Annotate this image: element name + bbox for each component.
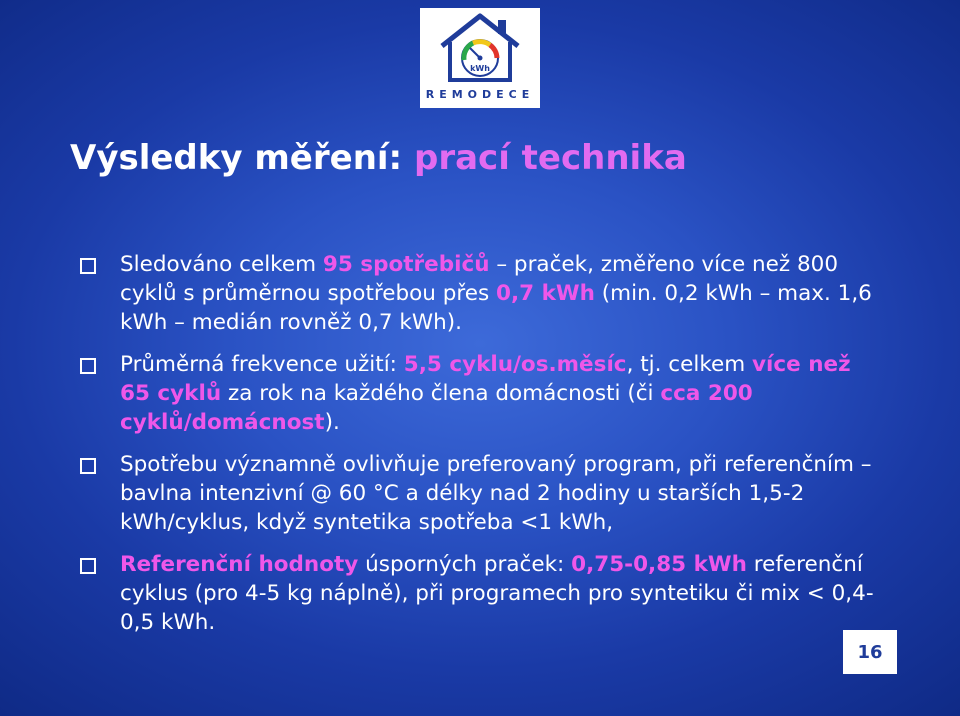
slide-number: 16 xyxy=(843,630,897,674)
bullet-text: , tj. celkem xyxy=(626,352,753,377)
title-main: Výsledky měření: xyxy=(70,138,414,178)
bullet-text: (min. 0,2 kWh – max. 1,6 kWh – medián rovněž 0,7 kWh). xyxy=(120,281,872,335)
bullet-text: Spotřebu významně ovlivňuje preferovaný program, při referenčním – bavlna intenzivní @ 60 °C a délky nad 2 hodiny u starších 1,5-2 kWh/cyklus, když syntetika spotřeba <1 kWh, xyxy=(120,452,872,535)
highlight-text: více než 65 cyklů xyxy=(120,352,851,406)
highlight-text: 5,5 cyklu/os.měsíc xyxy=(403,352,627,377)
gauge-label: kWh xyxy=(470,64,490,73)
bullet-list xyxy=(80,250,880,637)
checkbox-icon xyxy=(80,558,96,574)
page-title xyxy=(70,138,687,178)
bullet-item xyxy=(80,250,880,337)
bullet-text: – praček, změřeno více než 800 cyklů s průměrnou spotřebou přes xyxy=(120,252,839,306)
highlight-text: 95 spotřebičů xyxy=(322,252,490,277)
bullet-item xyxy=(80,350,880,437)
highlight-text: cca 200 cyklů/domácnost xyxy=(120,381,753,435)
bullet-item xyxy=(80,450,880,537)
bullet-text: Sledováno celkem xyxy=(120,252,323,277)
checkbox-icon xyxy=(80,358,96,374)
bullet-text: ). xyxy=(324,410,340,435)
title-accent: prací technika xyxy=(413,138,687,178)
house-gauge-icon xyxy=(420,8,540,88)
bullet-text: za rok na každého člena domácnosti (či xyxy=(221,381,661,406)
brand-name: REMODECE xyxy=(425,88,535,101)
highlight-text: 0,7 kWh xyxy=(496,281,595,306)
remodece-logo xyxy=(420,8,540,108)
bullet-text: referenční cyklus (pro 4-5 kg náplně), při programech pro syntetiku či mix < 0,4-0,5 kWh. xyxy=(120,552,874,635)
bullet-text: Průměrná frekvence užití: xyxy=(120,352,404,377)
highlight-text: Referenční hodnoty xyxy=(120,552,359,577)
checkbox-icon xyxy=(80,458,96,474)
bullet-text: úsporných praček: xyxy=(358,552,572,577)
bullet-item xyxy=(80,550,880,637)
highlight-text: 0,75-0,85 kWh xyxy=(571,552,747,577)
checkbox-icon xyxy=(80,258,96,274)
